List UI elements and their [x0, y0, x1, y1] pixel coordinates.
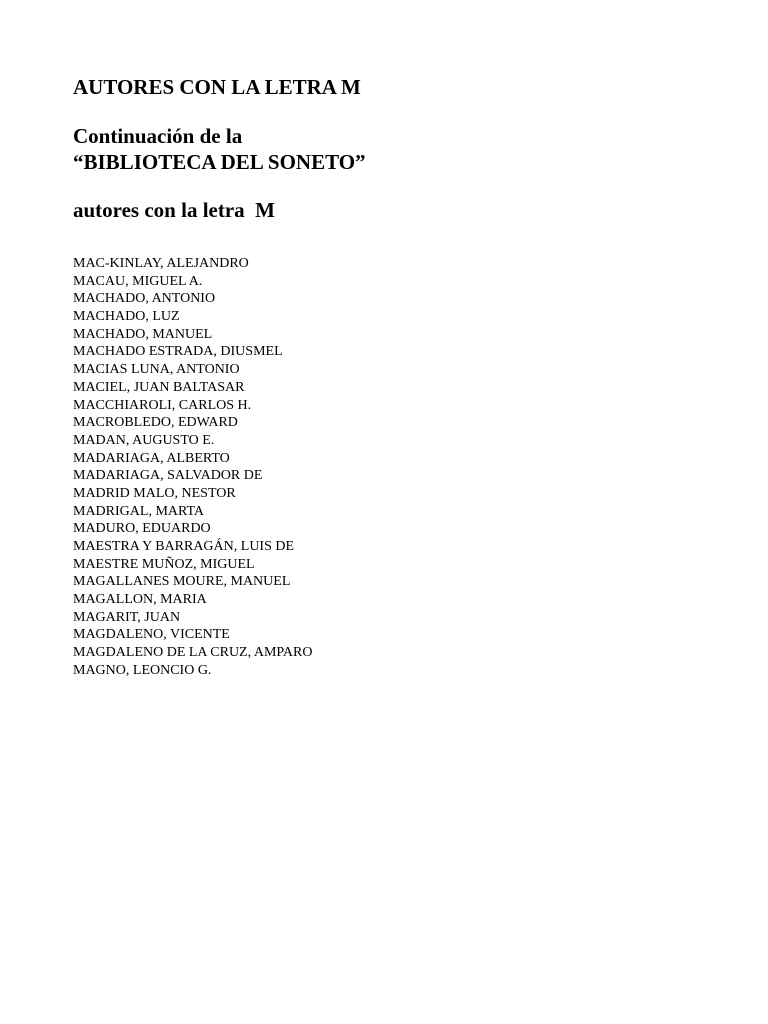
list-item: MADARIAGA, SALVADOR DE	[73, 468, 263, 484]
list-item: MAGDALENO, VICENTE	[73, 627, 230, 643]
list-item: MADURO, EDUARDO	[73, 521, 211, 537]
list-item: MAGALLON, MARIA	[73, 592, 207, 608]
list-item: MAGARIT, JUAN	[73, 609, 181, 625]
document-title: AUTORES CON LA LETRA M	[73, 75, 361, 99]
list-item: MACCHIAROLI, CARLOS H.	[73, 397, 252, 413]
list-item: MACROBLEDO, EDWARD	[73, 415, 238, 431]
document-subtitle	[73, 123, 713, 175]
list-item: MACIEL, JUAN BALTASAR	[73, 379, 245, 395]
list-item: MAGDALENO DE LA CRUZ, AMPARO	[73, 645, 313, 661]
subtitle-line-1: Continuación de la	[73, 124, 243, 148]
list-item: MACHADO ESTRADA, DIUSMEL	[73, 344, 283, 360]
section-heading: autores con la letra M	[73, 198, 275, 222]
subtitle-line-2: “BIBLIOTECA DEL SONETO”	[73, 150, 366, 174]
list-item: MAC-KINLAY, ALEJANDRO	[73, 256, 249, 271]
list-item: MADRID MALO, NESTOR	[73, 485, 236, 501]
list-item: MACHADO, LUZ	[73, 309, 180, 325]
list-item: MACHADO, MANUEL	[73, 326, 213, 342]
document-page	[73, 74, 713, 680]
list-item: MAGNO, LEONCIO G.	[73, 662, 212, 678]
list-item: MAESTRE MUÑOZ, MIGUEL	[73, 556, 255, 572]
list-item: MACIAS LUNA, ANTONIO	[73, 362, 240, 378]
list-item: MAGALLANES MOURE, MANUEL	[73, 574, 291, 590]
list-item: MACHADO, ANTONIO	[73, 291, 216, 307]
list-item: MAESTRA Y BARRAGÁN, LUIS DE	[73, 539, 295, 554]
list-item: MADAN, AUGUSTO E.	[73, 432, 215, 448]
list-item: MACAU, MIGUEL A.	[73, 273, 203, 289]
list-item: MADRIGAL, MARTA	[73, 503, 205, 519]
author-list	[73, 255, 713, 680]
list-item: MADARIAGA, ALBERTO	[73, 450, 230, 466]
